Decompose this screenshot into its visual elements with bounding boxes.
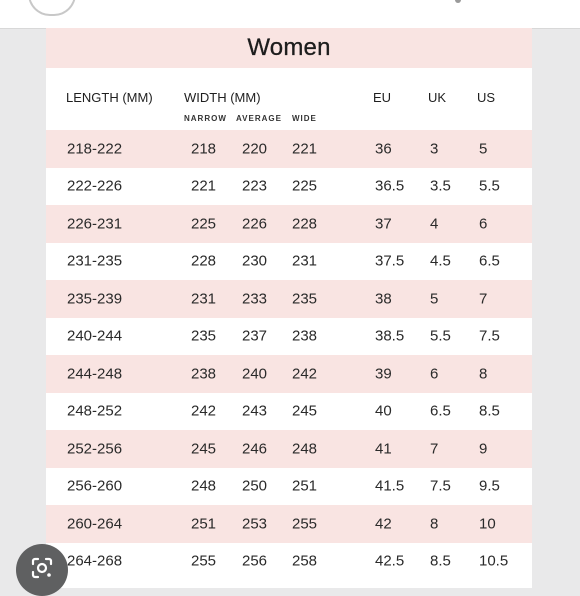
cell-wide: 238 bbox=[292, 327, 318, 345]
cell-wide: 255 bbox=[292, 515, 318, 533]
cell-eu: 41 bbox=[375, 440, 392, 458]
table-row bbox=[46, 168, 532, 206]
cell-narrow: 238 bbox=[191, 365, 217, 383]
table-row bbox=[46, 130, 532, 168]
dot-icon bbox=[455, 0, 461, 3]
cell-wide: 221 bbox=[292, 140, 318, 158]
cell-us: 8 bbox=[479, 365, 488, 383]
cell-length: 244-248 bbox=[67, 365, 123, 383]
top-bar bbox=[0, 0, 580, 29]
table-row bbox=[46, 243, 532, 281]
cell-uk: 8 bbox=[430, 515, 439, 533]
cell-narrow: 251 bbox=[191, 515, 217, 533]
cell-us: 7 bbox=[479, 290, 488, 308]
table-row bbox=[46, 468, 532, 506]
cell-narrow: 242 bbox=[191, 402, 217, 420]
cell-wide: 245 bbox=[292, 402, 318, 420]
header-width: WIDTH (MM) bbox=[184, 90, 261, 105]
cell-uk: 5 bbox=[430, 290, 439, 308]
cell-us: 6 bbox=[479, 215, 488, 233]
cell-average: 256 bbox=[242, 552, 268, 570]
cell-us: 8.5 bbox=[479, 402, 500, 420]
cell-eu: 36 bbox=[375, 140, 392, 158]
header-average: AVERAGE bbox=[236, 114, 282, 123]
cell-length: 260-264 bbox=[67, 515, 123, 533]
table-row bbox=[46, 280, 532, 318]
cell-uk: 6 bbox=[430, 365, 439, 383]
lens-search-button[interactable] bbox=[16, 544, 68, 596]
cell-eu: 38.5 bbox=[375, 327, 405, 345]
cell-average: 223 bbox=[242, 177, 268, 195]
cell-narrow: 218 bbox=[191, 140, 217, 158]
cell-wide: 231 bbox=[292, 252, 318, 270]
chart-title: Women bbox=[247, 34, 331, 61]
cell-average: 240 bbox=[242, 365, 268, 383]
cell-length: 231-235 bbox=[67, 252, 123, 270]
title-bar bbox=[46, 28, 532, 68]
cell-us: 10.5 bbox=[479, 552, 509, 570]
cell-narrow: 235 bbox=[191, 327, 217, 345]
cell-wide: 235 bbox=[292, 290, 318, 308]
cell-narrow: 228 bbox=[191, 252, 217, 270]
cell-wide: 225 bbox=[292, 177, 318, 195]
cell-narrow: 231 bbox=[191, 290, 217, 308]
cell-average: 237 bbox=[242, 327, 268, 345]
header-eu: EU bbox=[373, 90, 392, 105]
cell-uk: 7.5 bbox=[430, 477, 451, 495]
cell-uk: 7 bbox=[430, 440, 439, 458]
table-body bbox=[46, 130, 532, 580]
cell-wide: 242 bbox=[292, 365, 318, 383]
cell-us: 10 bbox=[479, 515, 496, 533]
table-row bbox=[46, 355, 532, 393]
cell-uk: 3.5 bbox=[430, 177, 451, 195]
table-header bbox=[46, 68, 532, 130]
cell-average: 226 bbox=[242, 215, 268, 233]
cell-length: 240-244 bbox=[67, 327, 123, 345]
cell-length: 252-256 bbox=[67, 440, 123, 458]
cell-length: 218-222 bbox=[67, 140, 123, 158]
cell-uk: 5.5 bbox=[430, 327, 451, 345]
cell-average: 233 bbox=[242, 290, 268, 308]
cell-length: 248-252 bbox=[67, 402, 123, 420]
table-row bbox=[46, 505, 532, 543]
cell-eu: 38 bbox=[375, 290, 392, 308]
cell-average: 246 bbox=[242, 440, 268, 458]
cell-length: 264-268 bbox=[67, 552, 123, 570]
cell-us: 7.5 bbox=[479, 327, 500, 345]
cell-narrow: 221 bbox=[191, 177, 217, 195]
header-us: US bbox=[477, 90, 496, 105]
cell-eu: 42 bbox=[375, 515, 392, 533]
cell-average: 220 bbox=[242, 140, 268, 158]
cell-average: 230 bbox=[242, 252, 268, 270]
table-row bbox=[46, 318, 532, 356]
cell-wide: 251 bbox=[292, 477, 318, 495]
cell-wide: 248 bbox=[292, 440, 318, 458]
cell-uk: 3 bbox=[430, 140, 439, 158]
cell-eu: 37.5 bbox=[375, 252, 405, 270]
google-lens-icon bbox=[30, 556, 54, 580]
size-chart-card bbox=[46, 28, 532, 588]
cell-eu: 37 bbox=[375, 215, 392, 233]
avatar-outline-icon[interactable] bbox=[28, 0, 76, 16]
cell-eu: 39 bbox=[375, 365, 392, 383]
cell-uk: 6.5 bbox=[430, 402, 451, 420]
cell-average: 250 bbox=[242, 477, 268, 495]
header-length: LENGTH (MM) bbox=[66, 90, 153, 105]
cell-us: 5 bbox=[479, 140, 488, 158]
cell-wide: 258 bbox=[292, 552, 318, 570]
cell-average: 243 bbox=[242, 402, 268, 420]
cell-us: 5.5 bbox=[479, 177, 500, 195]
cell-narrow: 225 bbox=[191, 215, 217, 233]
cell-length: 226-231 bbox=[67, 215, 123, 233]
header-narrow: NARROW bbox=[184, 114, 227, 123]
cell-length: 256-260 bbox=[67, 477, 123, 495]
cell-uk: 4 bbox=[430, 215, 439, 233]
header-wide: WIDE bbox=[292, 114, 317, 123]
cell-narrow: 245 bbox=[191, 440, 217, 458]
cell-eu: 41.5 bbox=[375, 477, 405, 495]
cell-eu: 36.5 bbox=[375, 177, 405, 195]
table-row bbox=[46, 393, 532, 431]
cell-eu: 42.5 bbox=[375, 552, 405, 570]
cell-length: 222-226 bbox=[67, 177, 123, 195]
table-row bbox=[46, 543, 532, 581]
cell-us: 6.5 bbox=[479, 252, 500, 270]
cell-uk: 8.5 bbox=[430, 552, 451, 570]
cell-us: 9 bbox=[479, 440, 488, 458]
cell-uk: 4.5 bbox=[430, 252, 451, 270]
cell-length: 235-239 bbox=[67, 290, 123, 308]
cell-wide: 228 bbox=[292, 215, 318, 233]
cell-us: 9.5 bbox=[479, 477, 500, 495]
table-row bbox=[46, 430, 532, 468]
cell-average: 253 bbox=[242, 515, 268, 533]
table-row bbox=[46, 205, 532, 243]
cell-narrow: 255 bbox=[191, 552, 217, 570]
cell-narrow: 248 bbox=[191, 477, 217, 495]
header-uk: UK bbox=[428, 90, 447, 105]
cell-eu: 40 bbox=[375, 402, 392, 420]
